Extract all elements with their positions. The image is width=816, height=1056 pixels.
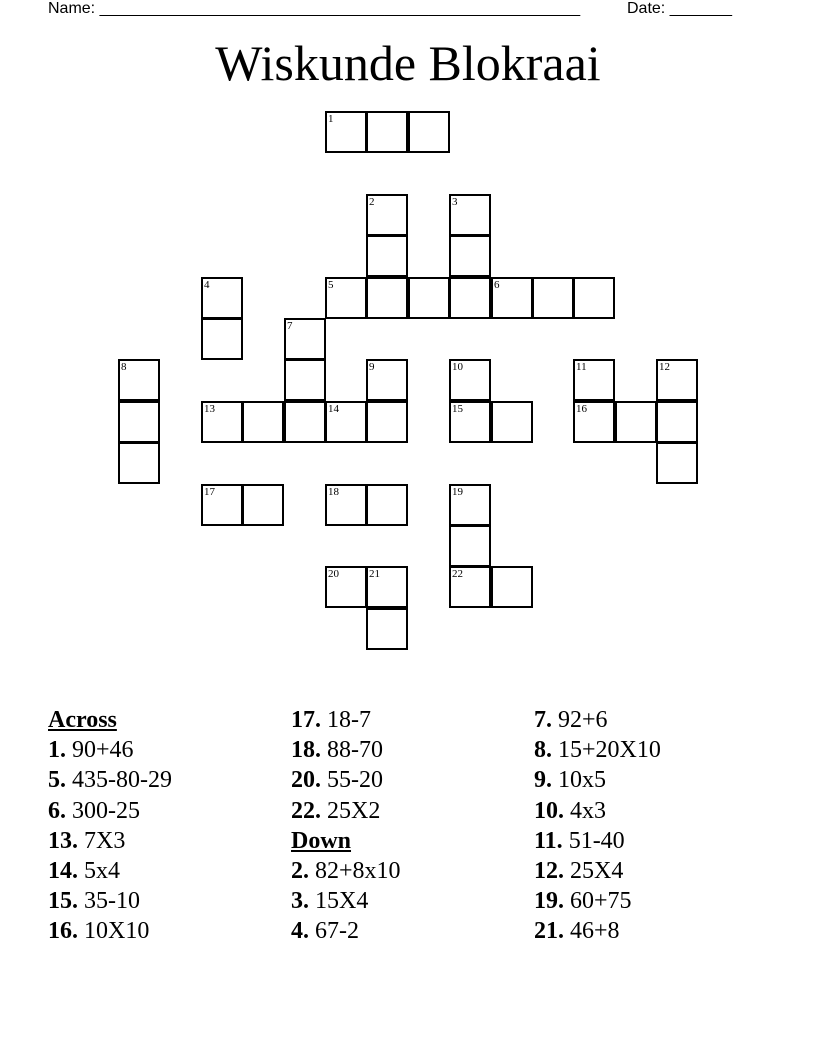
clue-item-number: 6. xyxy=(48,797,66,824)
clue-item xyxy=(534,856,661,886)
clue-number: 11 xyxy=(576,361,587,373)
grid-cell-9[interactable] xyxy=(366,359,408,401)
grid-cell[interactable] xyxy=(366,401,408,443)
clue-item xyxy=(534,796,661,826)
grid-cell-5[interactable] xyxy=(325,277,367,319)
grid-cell[interactable] xyxy=(242,401,284,443)
grid-cell-3[interactable] xyxy=(449,194,491,236)
clue-number: 4 xyxy=(204,279,210,291)
clue-item-number: 4. xyxy=(291,918,309,945)
clue-number: 2 xyxy=(369,196,375,208)
grid-cell[interactable] xyxy=(449,525,491,567)
clue-item-text: 25X4 xyxy=(564,857,624,884)
clue-item-number: 12. xyxy=(534,857,564,884)
grid-cell-12[interactable] xyxy=(656,359,698,401)
clue-number: 17 xyxy=(204,486,215,498)
clue-item-text: 10x5 xyxy=(552,767,606,794)
clue-number: 21 xyxy=(369,568,380,580)
grid-cell[interactable] xyxy=(242,484,284,526)
grid-cell[interactable] xyxy=(532,277,574,319)
clue-item-number: 13. xyxy=(48,827,78,854)
clue-item-number: 3. xyxy=(291,888,309,915)
clue-item-text: 55-20 xyxy=(321,767,383,794)
date-field-label: Date: _______ xyxy=(627,0,732,17)
grid-cell[interactable] xyxy=(449,235,491,277)
grid-cell-6[interactable] xyxy=(491,277,533,319)
grid-cell[interactable] xyxy=(366,608,408,650)
clue-number: 8 xyxy=(121,361,127,373)
clue-item-number: 15. xyxy=(48,888,78,915)
grid-cell-22[interactable] xyxy=(449,566,491,608)
grid-cell[interactable] xyxy=(366,111,408,153)
grid-cell-10[interactable] xyxy=(449,359,491,401)
grid-cell-16[interactable] xyxy=(573,401,615,443)
clue-item-number: 17. xyxy=(291,707,321,733)
grid-cell[interactable] xyxy=(201,318,243,360)
clue-item xyxy=(291,856,401,886)
clue-column-1 xyxy=(48,705,172,947)
clue-item xyxy=(534,916,661,946)
clue-item xyxy=(291,765,401,795)
clue-item-number: 2. xyxy=(291,857,309,884)
clue-item xyxy=(291,735,401,765)
clue-item-number: 22. xyxy=(291,797,321,824)
grid-cell[interactable] xyxy=(284,359,326,401)
clue-number: 15 xyxy=(452,403,463,415)
clue-item-number: 18. xyxy=(291,737,321,764)
clue-number: 6 xyxy=(494,279,500,291)
clue-number: 13 xyxy=(204,403,215,415)
clue-item xyxy=(48,826,172,856)
clue-number: 12 xyxy=(659,361,670,373)
clue-item xyxy=(534,735,661,765)
clue-item-number: 1. xyxy=(48,737,66,764)
grid-cell[interactable] xyxy=(491,401,533,443)
clue-number: 9 xyxy=(369,361,375,373)
grid-cell-14[interactable] xyxy=(325,401,367,443)
grid-cell-13[interactable] xyxy=(201,401,243,443)
clue-item-number: 8. xyxy=(534,737,552,764)
grid-cell[interactable] xyxy=(366,235,408,277)
clue-item xyxy=(48,765,172,795)
clue-number: 5 xyxy=(328,279,334,291)
grid-cell[interactable] xyxy=(573,277,615,319)
grid-cell-8[interactable] xyxy=(118,359,160,401)
clue-item-text: 90+46 xyxy=(66,737,134,764)
grid-cell[interactable] xyxy=(656,401,698,443)
grid-cell[interactable] xyxy=(449,277,491,319)
clue-item xyxy=(291,886,401,916)
grid-cell[interactable] xyxy=(615,401,657,443)
clue-item-number: 9. xyxy=(534,767,552,794)
clue-item-text: 10X10 xyxy=(78,918,150,945)
name-field-label: Name: ______________________________________________________ xyxy=(48,0,581,17)
clue-item xyxy=(48,886,172,916)
clue-item xyxy=(48,856,172,886)
clue-item-number: 14. xyxy=(48,857,78,884)
clue-item-text: 4x3 xyxy=(564,797,606,824)
grid-cell-18[interactable] xyxy=(325,484,367,526)
clue-item-text: 7X3 xyxy=(78,827,126,854)
clue-number: 10 xyxy=(452,361,463,373)
clue-item-text: 92+6 xyxy=(552,707,608,733)
clue-number: 1 xyxy=(328,113,334,125)
grid-cell[interactable] xyxy=(656,442,698,484)
clue-item xyxy=(291,916,401,946)
grid-cell-15[interactable] xyxy=(449,401,491,443)
clue-item-number: 11. xyxy=(534,827,563,854)
clue-item xyxy=(534,705,661,735)
clue-item xyxy=(534,826,661,856)
clue-item-text: 300-25 xyxy=(66,797,140,824)
clue-number: 14 xyxy=(328,403,339,415)
grid-cell-17[interactable] xyxy=(201,484,243,526)
clue-item xyxy=(48,735,172,765)
clue-number: 7 xyxy=(287,320,293,332)
clue-item-text: 67-2 xyxy=(309,918,359,945)
clue-item-number: 20. xyxy=(291,767,321,794)
clue-item xyxy=(48,796,172,826)
grid-cell-19[interactable] xyxy=(449,484,491,526)
grid-cell-20[interactable] xyxy=(325,566,367,608)
grid-cell[interactable] xyxy=(491,566,533,608)
clue-item xyxy=(291,796,401,826)
grid-cell-7[interactable] xyxy=(284,318,326,360)
clue-column-3 xyxy=(534,705,661,947)
grid-cell[interactable] xyxy=(366,277,408,319)
clue-heading-across: Across xyxy=(48,707,117,733)
clue-number: 3 xyxy=(452,196,458,208)
clue-item-number: 5. xyxy=(48,767,66,794)
grid-cell-21[interactable] xyxy=(366,566,408,608)
clue-item-text: 35-10 xyxy=(78,888,140,915)
grid-cell[interactable] xyxy=(118,401,160,443)
clue-number: 22 xyxy=(452,568,463,580)
clue-item-text: 25X2 xyxy=(321,797,381,824)
clue-item-number: 21. xyxy=(534,918,564,945)
clue-heading-down: Down xyxy=(291,827,352,854)
clue-item-number: 10. xyxy=(534,797,564,824)
clue-item-text: 15X4 xyxy=(309,888,369,915)
grid-cell[interactable] xyxy=(408,111,450,153)
clue-item-text: 88-70 xyxy=(321,737,383,764)
clue-item xyxy=(534,886,661,916)
grid-cell-11[interactable] xyxy=(573,359,615,401)
clue-number: 16 xyxy=(576,403,587,415)
clue-item xyxy=(534,765,661,795)
clue-item-text: 51-40 xyxy=(562,827,625,854)
grid-cell-4[interactable] xyxy=(201,277,243,319)
clue-item xyxy=(48,916,172,946)
clue-number: 18 xyxy=(328,486,339,498)
page-title: Wiskunde Blokraai xyxy=(215,35,601,91)
grid-cell[interactable] xyxy=(408,277,450,319)
clue-item-text: 15+20X10 xyxy=(552,737,661,764)
grid-cell[interactable] xyxy=(284,401,326,443)
clue-item-text: 5x4 xyxy=(78,857,120,884)
clue-item-number: 16. xyxy=(48,918,78,945)
grid-cell[interactable] xyxy=(366,484,408,526)
clue-item-text: 18-7 xyxy=(321,707,371,733)
clue-number: 20 xyxy=(328,568,339,580)
grid-cell-1[interactable] xyxy=(325,111,367,153)
grid-cell[interactable] xyxy=(118,442,160,484)
clue-item-text: 435-80-29 xyxy=(66,767,172,794)
clue-item xyxy=(291,705,401,735)
grid-cell-2[interactable] xyxy=(366,194,408,236)
clue-item-text: 46+8 xyxy=(564,918,620,945)
clue-item-text: 82+8x10 xyxy=(309,857,401,884)
clue-item-number: 19. xyxy=(534,888,564,915)
clue-column-2 xyxy=(291,705,401,947)
clue-item-text: 60+75 xyxy=(564,888,632,915)
clue-number: 19 xyxy=(452,486,463,498)
clue-item-number: 7. xyxy=(534,707,552,733)
